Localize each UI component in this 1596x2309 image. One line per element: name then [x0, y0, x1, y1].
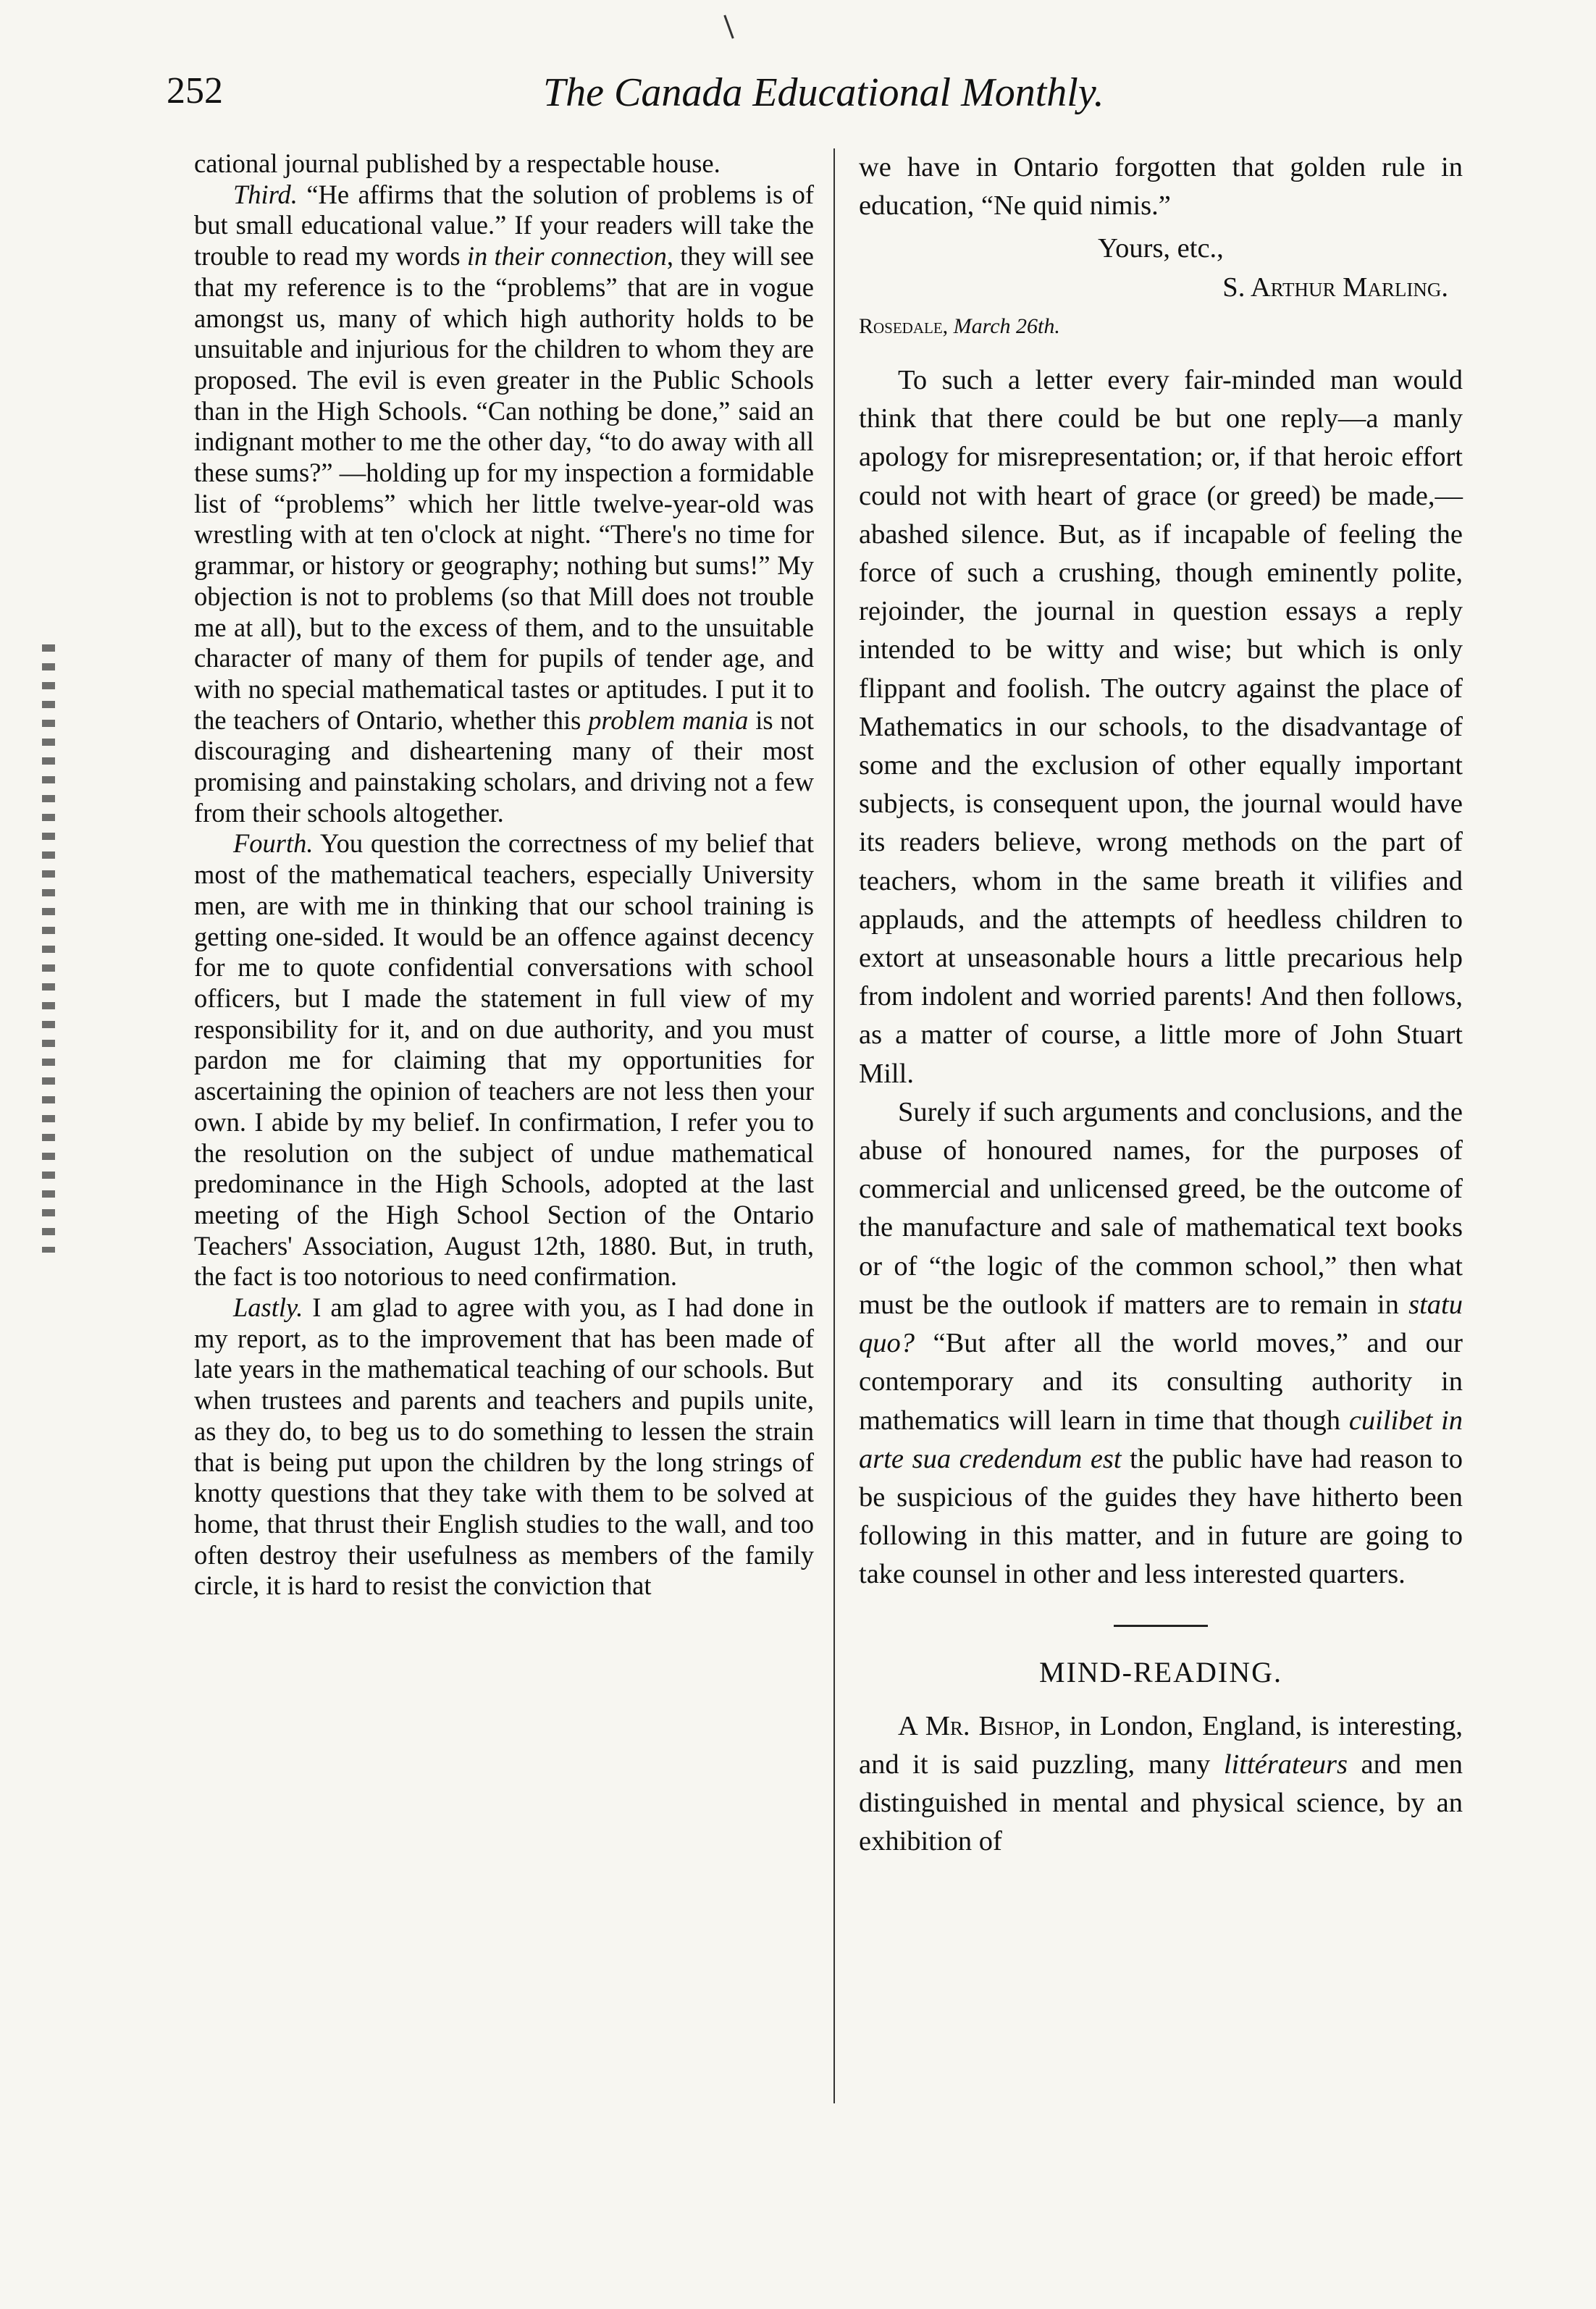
paragraph-lastly — [194, 1292, 814, 1602]
letter-closing: Yours, etc., — [1098, 233, 1224, 264]
small-caps-name: Mr. Bishop, — [925, 1710, 1061, 1741]
paragraph-text: You question the correctness of my belief that most of the mathematical teachers, especially University men, are with me in thinking that our school training is getting one-sided. It would be an offence against decency for me to quote confidential conversations with school officers, but I made the statement in full view of my responsibility for it, and on due authority, and you must pardon me for claiming that my opportunities for ascertaining the opinion of teachers are not less then your own. I abide by my belief. In confirmation, I refer you to the resolution on the subject of undue mathematical predominance in the High Schools, adopted at the last meeting of the High School Section of the Ontario Teachers' Association, August 12th, 1880. But, in truth, the fact is too notorious to need confirmation. — [194, 828, 814, 1292]
paragraph-response: To such a letter every fair-minded man would think that there could be but one reply—a manly apology for misrepresentation; or, if that heroic effort could not with heart of grace (or greed) be made,—abashed silence. But, as if incapable of feeling the force of such a crushing, though eminently polite, rejoinder, the journal in question essays a reply intended to be witty and wise; but which is only flippant and foolish. The outcry against the place of Mathematics in our schools, to the disadvantage of some and the exclusion of other equally important subjects, is consequent upon, the journal would have its readers believe, wrong methods on the part of teachers, whom in the same breath it vilifies and applauds, and the attempts of heedless children to extort at unseasonable hours a little precarious help from indolent and worried parents! And then follows, as a matter of course, a little more of John Stuart Mill. — [859, 365, 1463, 1089]
paragraph-fourth — [194, 828, 814, 1292]
paragraph-continuation: we have in Ontario forgotten that golden rule in education, “Ne quid nimis.” — [859, 152, 1463, 222]
scan-mark — [723, 15, 734, 39]
paragraph-text: Surely if such arguments and conclusions, and the abuse of honoured names, for the purposes of commercial and unlicensed greed, be the outcome of the manufacture and sale of mathematical text books or of “the logic of the common school,” then what must be the outlook if matters are to remain in — [859, 1096, 1463, 1320]
paragraph-continuation: cational journal published by a respectable house. — [194, 148, 721, 178]
letter-dateline — [859, 307, 1463, 345]
dateline-place: Rosedale, — [859, 314, 949, 338]
paragraph-surely — [859, 1093, 1463, 1594]
paragraph-text: the public have had reason to be suspicious of the guides they have hitherto been following in this matter, and in future are going to take counsel in other and less interested quarters. — [859, 1443, 1463, 1590]
column-divider — [833, 148, 835, 2103]
left-column — [194, 148, 814, 1602]
paragraph-text: “But after all the world moves,” and our contemporary and its consulting authority in mathematics will learn in time that though — [859, 1328, 1463, 1436]
running-title: The Canada Educational Monthly. — [543, 70, 1104, 115]
emphasis-text: statu quo? — [859, 1289, 1463, 1359]
paragraph-lead: Fourth. — [233, 828, 314, 859]
paragraph-text: I am glad to agree with you, as I had done in my report, as to the improvement that has been made of late years in the mathematical teaching of our schools. But when trustees and parents and teachers and pupils unite, as they do, to beg us to do something to lessen the strain that is being put upon the children by the long strings of knotty questions that they take with them to be solved at home, that thrust their English studies to the wall, and too often destroy their usefulness as members of the family circle, it is hard to resist the conviction that — [194, 1292, 814, 1601]
scan-margin-marks — [42, 644, 55, 1253]
letter-signature: S. Arthur Marling. — [1222, 272, 1448, 303]
emphasis-text: littérateurs — [1223, 1749, 1348, 1780]
right-column — [859, 148, 1463, 1862]
emphasis-text: cuilibet in arte sua credendum est — [859, 1405, 1463, 1474]
emphasis-text: in their connection — [466, 241, 667, 272]
section-title: MIND-READING. — [1039, 1655, 1282, 1688]
paragraph-text: is not discouraging and disheartening many of their most promising and painstaking scholars, and driving not a few from their schools altogether. — [194, 705, 814, 828]
paragraph-third — [194, 180, 814, 829]
emphasis-text: problem mania — [588, 705, 749, 735]
paragraph-text: and men distinguished in mental and physical science, by an exhibition of — [859, 1749, 1463, 1857]
page-header — [167, 70, 1180, 120]
page-number: 252 — [167, 70, 223, 112]
paragraph-text: in London, England, is interesting, and it is said puzzling, many — [859, 1710, 1463, 1780]
dateline-date: March 26th. — [948, 314, 1060, 338]
paragraph-mind-reading — [859, 1707, 1463, 1862]
paragraph-text: , they will see that my reference is to the “problems” that are in vogue amongst us, many of which high authority holds to be unsuitable and injurious for the children to whom they are proposed. The evil is even greater in the Public Schools than in the High Schools. “Can nothing be done,” said an indignant mother to me the other day, “to do away with all these sums?” —holding up for my inspection a formidable list of “problems” which her little twelve-year-old was wrestling with at ten o'clock at night. “There's no time for grammar, or history or geography; nothing but sums!” My objection is not to problems (so that Mill does not trouble me at all), but to the excess of them, and to the unsuitable character of many of them for pupils of tender age, and with no special mathematical tastes or aptitudes. I put it to the teachers of Ontario, whether this — [194, 241, 814, 735]
paragraph-lead: Lastly. — [233, 1292, 303, 1323]
paragraph-lead: Third. — [233, 179, 298, 209]
section-divider — [1114, 1625, 1208, 1627]
paragraph-text: “He affirms that the solution of problems is of but small educational value.” If your readers will take the trouble to read my words — [194, 179, 814, 272]
paragraph-text: A — [898, 1710, 925, 1741]
